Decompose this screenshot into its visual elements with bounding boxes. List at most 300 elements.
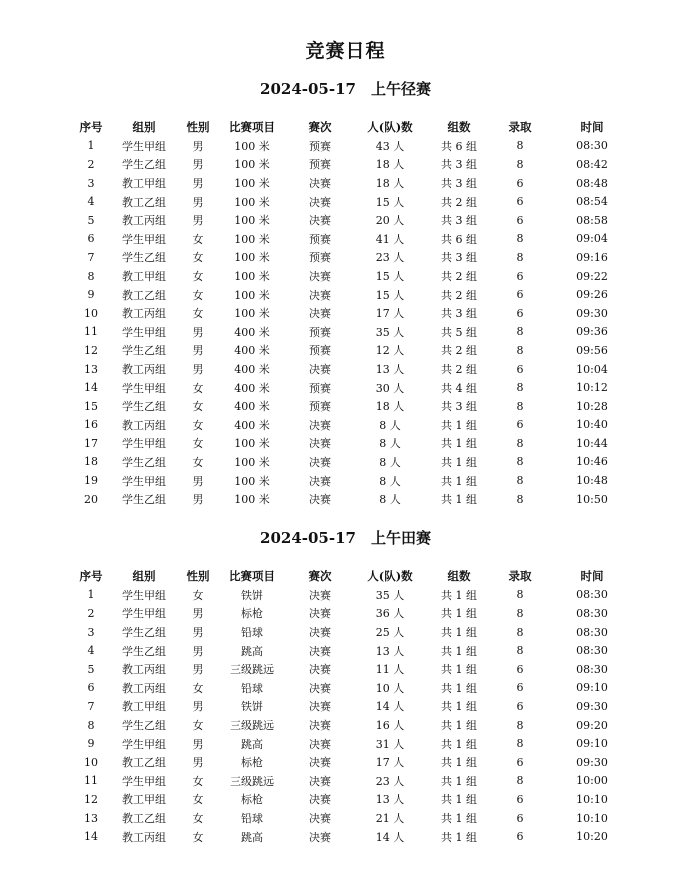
cell-group: 学生甲组 [122, 774, 166, 788]
cell-event: 铅球 [241, 681, 263, 695]
table-header-row [64, 118, 644, 137]
cell-group-count: 共 1 组 [441, 493, 477, 507]
table-row [64, 809, 644, 828]
table-row [64, 604, 644, 623]
cell-gender: 女 [192, 455, 204, 469]
cell-event: 铅球 [241, 626, 263, 640]
cell-group-count: 共 6 组 [441, 232, 477, 246]
column-header-entrants: 人(队)数 [367, 120, 413, 135]
cell-gender: 女 [192, 588, 204, 602]
cell-round: 决赛 [309, 195, 331, 209]
cell-entrants: 18 人 [375, 158, 405, 172]
cell-round: 预赛 [309, 344, 331, 358]
cell-time: 08:30 [576, 644, 608, 658]
cell-event: 400 米 [234, 381, 270, 395]
table-row [64, 323, 644, 342]
cell-gender: 女 [192, 251, 204, 265]
schedule-table-track [64, 118, 644, 508]
cell-time: 10:10 [576, 811, 608, 825]
column-header-qualifiers: 录取 [508, 120, 532, 135]
cell-seq-no: 9 [87, 737, 95, 751]
cell-group: 学生甲组 [122, 381, 166, 395]
cell-event: 100 米 [234, 493, 270, 507]
cell-group: 学生乙组 [122, 344, 166, 358]
cell-gender: 女 [192, 719, 204, 733]
cell-round: 决赛 [309, 288, 331, 302]
cell-time: 09:04 [576, 232, 608, 246]
cell-gender: 男 [192, 756, 204, 770]
cell-group-count: 共 1 组 [441, 437, 477, 451]
column-header-gender: 性别 [186, 120, 210, 135]
cell-group: 教工丙组 [122, 681, 166, 695]
cell-qualifiers: 6 [516, 755, 524, 769]
cell-time: 10:40 [576, 418, 608, 432]
cell-entrants: 12 人 [375, 344, 405, 358]
cell-round: 决赛 [309, 270, 331, 284]
cell-group-count: 共 1 组 [441, 830, 477, 844]
cell-group-count: 共 1 组 [441, 418, 477, 432]
cell-time: 10:20 [576, 830, 608, 844]
column-header-round: 赛次 [308, 569, 332, 584]
cell-entrants: 8 人 [379, 418, 401, 432]
cell-gender: 女 [192, 418, 204, 432]
table-row [64, 697, 644, 716]
cell-group: 教工甲组 [122, 700, 166, 714]
cell-seq-no: 19 [84, 474, 98, 488]
cell-event: 100 米 [234, 251, 270, 265]
table-header-row [64, 567, 644, 586]
cell-group: 学生甲组 [122, 474, 166, 488]
cell-group-count: 共 1 组 [441, 474, 477, 488]
cell-group-count: 共 1 组 [441, 644, 477, 658]
cell-group-count: 共 2 组 [441, 195, 477, 209]
cell-gender: 男 [192, 663, 204, 677]
cell-event: 100 米 [234, 158, 270, 172]
cell-time: 10:04 [576, 362, 608, 376]
table-row [64, 471, 644, 490]
cell-seq-no: 1 [87, 588, 95, 602]
cell-seq-no: 11 [84, 774, 98, 788]
cell-time: 10:48 [576, 474, 608, 488]
cell-gender: 男 [192, 214, 204, 228]
cell-event: 标枪 [241, 756, 263, 770]
cell-qualifiers: 6 [516, 699, 524, 713]
cell-round: 决赛 [309, 774, 331, 788]
cell-gender: 男 [192, 139, 204, 153]
cell-group: 教工丙组 [122, 363, 166, 377]
cell-entrants: 14 人 [375, 700, 405, 714]
cell-entrants: 41 人 [375, 232, 405, 246]
table-row [64, 285, 644, 304]
cell-gender: 男 [192, 325, 204, 339]
cell-seq-no: 17 [84, 436, 98, 450]
cell-round: 决赛 [309, 719, 331, 733]
cell-event: 100 米 [234, 474, 270, 488]
cell-entrants: 8 人 [379, 493, 401, 507]
cell-seq-no: 18 [84, 455, 98, 469]
schedule-table-field [64, 567, 644, 846]
cell-time: 09:10 [576, 737, 608, 751]
cell-time: 09:10 [576, 681, 608, 695]
cell-gender: 男 [192, 644, 204, 658]
cell-entrants: 20 人 [375, 214, 405, 228]
cell-entrants: 15 人 [375, 195, 405, 209]
cell-group: 学生乙组 [122, 626, 166, 640]
document-title: 竞赛日程 [305, 40, 386, 62]
cell-seq-no: 1 [87, 139, 95, 153]
cell-event: 跳高 [241, 830, 263, 844]
cell-time: 09:16 [576, 250, 608, 264]
cell-event: 100 米 [234, 232, 270, 246]
column-header-seq-no: 序号 [79, 120, 103, 135]
cell-group: 学生乙组 [122, 158, 166, 172]
cell-seq-no: 13 [84, 362, 98, 376]
cell-round: 决赛 [309, 363, 331, 377]
cell-round: 预赛 [309, 381, 331, 395]
cell-group-count: 共 5 组 [441, 325, 477, 339]
cell-group-count: 共 6 组 [441, 139, 477, 153]
cell-qualifiers: 8 [516, 139, 524, 153]
cell-round: 决赛 [309, 418, 331, 432]
cell-time: 10:00 [576, 774, 608, 788]
cell-entrants: 18 人 [375, 400, 405, 414]
cell-round: 决赛 [309, 644, 331, 658]
cell-time: 09:56 [576, 343, 608, 357]
cell-time: 08:30 [576, 662, 608, 676]
cell-round: 决赛 [309, 474, 331, 488]
cell-event: 100 米 [234, 288, 270, 302]
cell-event: 跳高 [241, 644, 263, 658]
cell-time: 10:10 [576, 792, 608, 806]
cell-seq-no: 13 [84, 811, 98, 825]
cell-round: 决赛 [309, 307, 331, 321]
table-row [64, 230, 644, 249]
cell-entrants: 15 人 [375, 288, 405, 302]
cell-qualifiers: 8 [516, 774, 524, 788]
cell-entrants: 14 人 [375, 830, 405, 844]
cell-event: 铁饼 [241, 700, 263, 714]
cell-entrants: 31 人 [375, 737, 405, 751]
cell-event: 100 米 [234, 455, 270, 469]
cell-entrants: 8 人 [379, 455, 401, 469]
cell-entrants: 23 人 [375, 774, 405, 788]
cell-qualifiers: 8 [516, 399, 524, 413]
cell-qualifiers: 6 [516, 792, 524, 806]
cell-gender: 男 [192, 700, 204, 714]
cell-gender: 男 [192, 344, 204, 358]
cell-event: 400 米 [234, 418, 270, 432]
column-header-group: 组别 [132, 569, 156, 584]
cell-qualifiers: 8 [516, 325, 524, 339]
cell-event: 标枪 [241, 607, 263, 621]
cell-group: 教工乙组 [122, 812, 166, 826]
cell-gender: 女 [192, 381, 204, 395]
cell-entrants: 21 人 [375, 812, 405, 826]
cell-gender: 女 [192, 774, 204, 788]
column-header-round: 赛次 [308, 120, 332, 135]
cell-seq-no: 14 [84, 830, 98, 844]
cell-group: 学生乙组 [122, 644, 166, 658]
cell-group: 学生甲组 [122, 139, 166, 153]
cell-seq-no: 12 [84, 343, 98, 357]
cell-round: 决赛 [309, 214, 331, 228]
cell-entrants: 11 人 [375, 663, 405, 677]
cell-qualifiers: 8 [516, 737, 524, 751]
cell-qualifiers: 8 [516, 644, 524, 658]
cell-qualifiers: 8 [516, 474, 524, 488]
cell-round: 预赛 [309, 400, 331, 414]
cell-seq-no: 10 [84, 755, 98, 769]
cell-time: 10:44 [576, 436, 608, 450]
section-heading-track: 2024-05-17 上午径赛 [260, 80, 431, 98]
cell-round: 决赛 [309, 493, 331, 507]
cell-group-count: 共 1 组 [441, 756, 477, 770]
cell-event: 100 米 [234, 437, 270, 451]
cell-gender: 男 [192, 493, 204, 507]
cell-round: 决赛 [309, 588, 331, 602]
cell-group-count: 共 1 组 [441, 700, 477, 714]
cell-seq-no: 5 [87, 213, 95, 227]
cell-seq-no: 20 [84, 492, 98, 506]
table-row [64, 679, 644, 698]
cell-group-count: 共 1 组 [441, 774, 477, 788]
cell-group-count: 共 2 组 [441, 363, 477, 377]
cell-entrants: 18 人 [375, 177, 405, 191]
cell-qualifiers: 8 [516, 232, 524, 246]
cell-gender: 女 [192, 288, 204, 302]
cell-entrants: 30 人 [375, 381, 405, 395]
cell-event: 100 米 [234, 195, 270, 209]
table-row [64, 416, 644, 435]
cell-round: 决赛 [309, 437, 331, 451]
cell-seq-no: 2 [87, 606, 95, 620]
cell-group-count: 共 1 组 [441, 719, 477, 733]
cell-seq-no: 8 [87, 718, 95, 732]
cell-entrants: 13 人 [375, 644, 405, 658]
cell-qualifiers: 8 [516, 492, 524, 506]
cell-entrants: 17 人 [375, 307, 405, 321]
cell-group: 学生甲组 [122, 607, 166, 621]
cell-time: 10:12 [576, 381, 608, 395]
cell-gender: 女 [192, 681, 204, 695]
cell-entrants: 17 人 [375, 756, 405, 770]
table-row [64, 341, 644, 360]
table-row [64, 490, 644, 509]
table-row [64, 641, 644, 660]
cell-seq-no: 4 [87, 644, 95, 658]
cell-entrants: 8 人 [379, 474, 401, 488]
cell-event: 400 米 [234, 344, 270, 358]
cell-gender: 男 [192, 626, 204, 640]
cell-group-count: 共 2 组 [441, 288, 477, 302]
cell-gender: 女 [192, 830, 204, 844]
cell-group: 学生甲组 [122, 232, 166, 246]
cell-group-count: 共 3 组 [441, 158, 477, 172]
cell-seq-no: 6 [87, 232, 95, 246]
cell-qualifiers: 6 [516, 176, 524, 190]
cell-group: 学生甲组 [122, 325, 166, 339]
cell-seq-no: 6 [87, 681, 95, 695]
cell-group: 教工甲组 [122, 270, 166, 284]
cell-round: 决赛 [309, 626, 331, 640]
table-row [64, 586, 644, 605]
cell-entrants: 23 人 [375, 251, 405, 265]
cell-entrants: 35 人 [375, 325, 405, 339]
cell-qualifiers: 8 [516, 588, 524, 602]
table-row [64, 753, 644, 772]
cell-qualifiers: 8 [516, 436, 524, 450]
cell-time: 08:30 [576, 606, 608, 620]
cell-qualifiers: 6 [516, 213, 524, 227]
cell-seq-no: 8 [87, 269, 95, 283]
cell-time: 10:46 [576, 455, 608, 469]
cell-group: 学生甲组 [122, 737, 166, 751]
cell-event: 三级跳远 [230, 719, 274, 733]
cell-seq-no: 14 [84, 381, 98, 395]
cell-qualifiers: 8 [516, 718, 524, 732]
cell-group: 教工乙组 [122, 756, 166, 770]
cell-seq-no: 2 [87, 157, 95, 171]
cell-qualifiers: 8 [516, 250, 524, 264]
table-row [64, 192, 644, 211]
table-row [64, 623, 644, 642]
cell-entrants: 15 人 [375, 270, 405, 284]
cell-event: 100 米 [234, 177, 270, 191]
column-header-group-count: 组数 [447, 120, 471, 135]
cell-gender: 女 [192, 270, 204, 284]
cell-gender: 男 [192, 158, 204, 172]
cell-group-count: 共 2 组 [441, 344, 477, 358]
cell-group-count: 共 2 组 [441, 270, 477, 284]
cell-qualifiers: 6 [516, 418, 524, 432]
cell-event: 标枪 [241, 793, 263, 807]
cell-qualifiers: 6 [516, 362, 524, 376]
table-row [64, 397, 644, 416]
cell-entrants: 16 人 [375, 719, 405, 733]
cell-group-count: 共 3 组 [441, 251, 477, 265]
cell-group: 学生乙组 [122, 719, 166, 733]
cell-entrants: 25 人 [375, 626, 405, 640]
cell-time: 09:20 [576, 718, 608, 732]
cell-event: 400 米 [234, 363, 270, 377]
cell-group-count: 共 1 组 [441, 793, 477, 807]
cell-group-count: 共 4 组 [441, 381, 477, 395]
cell-event: 100 米 [234, 270, 270, 284]
cell-round: 决赛 [309, 177, 331, 191]
cell-event: 100 米 [234, 307, 270, 321]
table-row [64, 137, 644, 156]
cell-time: 09:22 [576, 269, 608, 283]
cell-entrants: 8 人 [379, 437, 401, 451]
cell-seq-no: 11 [84, 325, 98, 339]
cell-gender: 女 [192, 307, 204, 321]
cell-group: 学生甲组 [122, 588, 166, 602]
cell-qualifiers: 6 [516, 830, 524, 844]
cell-qualifiers: 8 [516, 455, 524, 469]
cell-time: 08:42 [576, 157, 608, 171]
cell-gender: 女 [192, 437, 204, 451]
cell-round: 决赛 [309, 812, 331, 826]
table-row [64, 453, 644, 472]
cell-seq-no: 9 [87, 288, 95, 302]
column-header-event: 比赛项目 [229, 120, 275, 135]
cell-qualifiers: 6 [516, 269, 524, 283]
cell-round: 预赛 [309, 158, 331, 172]
cell-gender: 男 [192, 607, 204, 621]
table-row [64, 174, 644, 193]
cell-gender: 女 [192, 812, 204, 826]
cell-group: 教工甲组 [122, 793, 166, 807]
cell-group-count: 共 1 组 [441, 588, 477, 602]
cell-round: 决赛 [309, 455, 331, 469]
cell-group: 学生乙组 [122, 400, 166, 414]
cell-qualifiers: 8 [516, 343, 524, 357]
cell-group-count: 共 1 组 [441, 737, 477, 751]
cell-gender: 男 [192, 474, 204, 488]
cell-group-count: 共 1 组 [441, 626, 477, 640]
cell-qualifiers: 8 [516, 625, 524, 639]
cell-time: 08:54 [576, 195, 608, 209]
cell-seq-no: 3 [87, 625, 95, 639]
cell-group: 教工乙组 [122, 288, 166, 302]
cell-time: 09:30 [576, 755, 608, 769]
cell-group-count: 共 1 组 [441, 663, 477, 677]
cell-seq-no: 7 [87, 699, 95, 713]
cell-qualifiers: 6 [516, 288, 524, 302]
cell-time: 10:50 [576, 492, 608, 506]
cell-round: 决赛 [309, 700, 331, 714]
cell-group: 学生乙组 [122, 251, 166, 265]
cell-round: 决赛 [309, 756, 331, 770]
cell-qualifiers: 6 [516, 662, 524, 676]
column-header-time: 时间 [580, 569, 604, 584]
column-header-group: 组别 [132, 120, 156, 135]
table-row [64, 734, 644, 753]
cell-event: 400 米 [234, 400, 270, 414]
cell-gender: 男 [192, 177, 204, 191]
cell-gender: 男 [192, 363, 204, 377]
column-header-event: 比赛项目 [229, 569, 275, 584]
table-row [64, 716, 644, 735]
table-row [64, 660, 644, 679]
cell-round: 预赛 [309, 325, 331, 339]
cell-event: 三级跳远 [230, 663, 274, 677]
cell-qualifiers: 6 [516, 195, 524, 209]
cell-round: 决赛 [309, 793, 331, 807]
cell-gender: 女 [192, 232, 204, 246]
cell-gender: 女 [192, 400, 204, 414]
cell-group: 学生乙组 [122, 455, 166, 469]
cell-entrants: 10 人 [375, 681, 405, 695]
cell-seq-no: 3 [87, 176, 95, 190]
table-row [64, 378, 644, 397]
cell-event: 400 米 [234, 325, 270, 339]
cell-seq-no: 12 [84, 792, 98, 806]
cell-round: 预赛 [309, 139, 331, 153]
cell-seq-no: 15 [84, 399, 98, 413]
cell-qualifiers: 8 [516, 606, 524, 620]
cell-time: 08:48 [576, 176, 608, 190]
table-row [64, 211, 644, 230]
cell-event: 铅球 [241, 812, 263, 826]
cell-time: 08:30 [576, 588, 608, 602]
table-row [64, 248, 644, 267]
cell-seq-no: 16 [84, 418, 98, 432]
cell-group-count: 共 1 组 [441, 455, 477, 469]
cell-gender: 男 [192, 737, 204, 751]
cell-group-count: 共 3 组 [441, 307, 477, 321]
cell-group: 学生乙组 [122, 493, 166, 507]
